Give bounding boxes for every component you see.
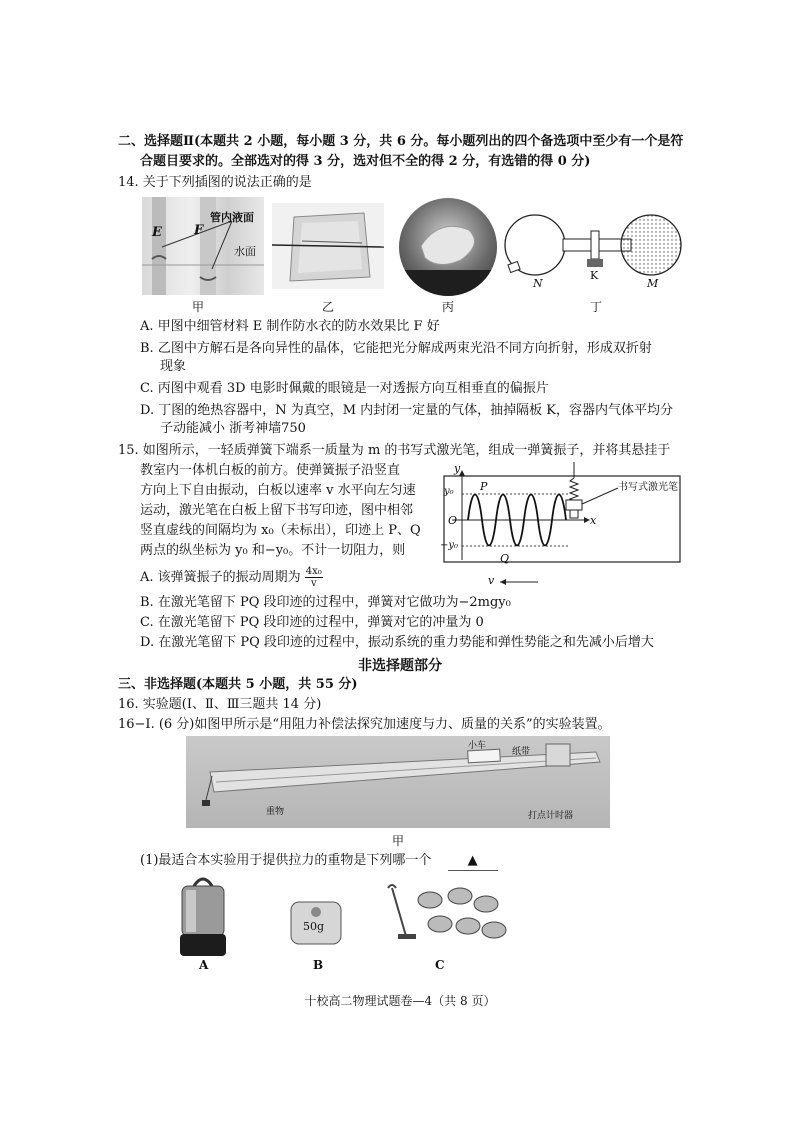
- apparatus-photo: [186, 736, 610, 828]
- figure-bing-photo: [399, 198, 497, 296]
- q15-wave-figure: [438, 462, 688, 590]
- q16-1-heading: 16−Ⅰ. (6 分)如图甲所示是“用阻力补偿法探究加速度与力、质量的关系”的实验装置。: [118, 717, 611, 732]
- figure-yi-photo: [272, 203, 384, 289]
- figure-ding-label-n: N: [533, 277, 543, 290]
- figure-jia-water-label: 水面: [234, 245, 256, 258]
- q15-stem-line6: 两点的纵坐标为 y₀ 和−y₀。不计一切阻力，则: [140, 543, 406, 558]
- figure-jia-label-e: E: [152, 225, 162, 240]
- q14-option-b: B. 乙图中方解石是各向异性的晶体，它能把光分解成两束光沿不同方向折射，形成双折射: [140, 341, 652, 356]
- weight-option-a-label: A: [199, 958, 209, 972]
- weight-option-c-image: [382, 880, 518, 950]
- weight-option-c-label: C: [435, 958, 445, 972]
- figure-ding-diagram: [503, 203, 683, 293]
- q16-sub1-prompt: (1)最适合本实验用于提供拉力的重物是下列哪一个: [140, 853, 432, 868]
- q15-option-d: D. 在激光笔留下 PQ 段印迹的过程中，振动系统的重力势能和弹性势能之和先减小后增大: [140, 635, 654, 650]
- figure-jia-tube-label: 管内液面: [210, 211, 254, 224]
- q16-sub1-text: [140, 852, 498, 871]
- apparatus-weight-label: 重物: [266, 807, 285, 817]
- q15-option-c: C. 在激光笔留下 PQ 段印迹的过程中，弹簧对它的冲量为 0: [140, 615, 484, 630]
- q15-option-a-denominator: v: [310, 578, 317, 589]
- q15-point-p-label: P: [480, 480, 488, 493]
- q15-stem-line5: 竖直虚线的间隔均为 x₀（未标出），印迹上 P、Q: [140, 523, 421, 538]
- q14-stem: 14. 关于下列插图的说法正确的是: [118, 175, 312, 190]
- figure-ding-label-m: M: [647, 277, 659, 290]
- apparatus-paper-label: 纸带: [512, 747, 531, 757]
- figure-bing-caption: 丙: [442, 300, 455, 314]
- q15-option-b: B. 在激光笔留下 PQ 段印迹的过程中，弹簧对它做功为−2mgy₀: [140, 595, 511, 610]
- page-footer: 十校高二物理试题卷—4（共 8 页）: [304, 994, 496, 1008]
- q15-point-q-label: Q: [500, 552, 510, 565]
- figure-yi-caption: 乙: [322, 300, 335, 314]
- weight-option-b-image: [287, 898, 345, 948]
- q15-origin-label: O: [448, 514, 458, 527]
- figure-jia-caption: 甲: [192, 300, 205, 314]
- q15-option-a: [140, 566, 323, 589]
- q15-option-a-numerator: 4x₀: [305, 566, 322, 577]
- section-3-heading: 三、非选择题(本题共 5 小题，共 55 分): [118, 677, 358, 692]
- q15-axis-x-label: x: [590, 514, 597, 527]
- q14-option-a: A. 甲图中细管材料 E 制作防水衣的防水效果比 F 好: [140, 319, 440, 334]
- q14-option-b-cont: 现象: [160, 359, 187, 374]
- weight-option-b-mark: 50g: [303, 920, 325, 933]
- q14-option-d-cont: 子动能减小 浙考神墙750: [160, 421, 306, 436]
- apparatus-caption: 甲: [392, 834, 405, 848]
- weight-option-a-image: [168, 872, 238, 960]
- q16-heading: 16. 实验题(Ⅰ、Ⅱ、Ⅲ三题共 14 分): [118, 697, 322, 712]
- q15-stem-line3: 方向上下自由振动，白板以速率 v 水平向左匀速: [140, 483, 416, 498]
- q15-stem-line1: 15. 如图所示，一轻质弹簧下端系一质量为 m 的书写式激光笔，组成一弹簧振子，并将其悬挂于: [118, 443, 671, 458]
- q14-option-c: C. 丙图中观看 3D 电影时佩戴的眼镜是一对透振方向互相垂直的偏振片: [140, 381, 549, 396]
- section-2-heading-line2: 合题目要求的。全部选对的得 3 分，选对但不全的得 2 分，有选错的得 0 分): [140, 154, 591, 169]
- apparatus-cart-label: 小车: [468, 741, 487, 751]
- figure-jia-label-f: F: [194, 223, 204, 238]
- apparatus-timer-label: 打点计时器: [528, 811, 574, 821]
- q14-option-d: D. 丁图的绝热容器中，N 为真空，M 内封闭一定量的气体，抽掉隔板 K，容器内气体平均分: [140, 403, 674, 418]
- figure-ding-caption: 丁: [590, 300, 603, 314]
- figure-jia-photo: [142, 197, 264, 295]
- q15-axis-y-label: y: [454, 462, 461, 475]
- part-2-title: 非选择题部分: [358, 658, 442, 674]
- weight-option-b-label: B: [313, 958, 324, 972]
- q15-pen-label: 书写式激光笔: [618, 482, 678, 493]
- q15-stem-line2: 教室内一体机白板的前方。使弹簧振子沿竖直: [140, 463, 401, 478]
- q15-velocity-label: v: [488, 574, 495, 587]
- figure-ding-label-k: K: [590, 269, 599, 282]
- section-2-heading-line1: 二、选择题Ⅱ(本题共 2 小题，每小题 3 分，共 6 分。每小题列出的四个备选项中至少有一个是符: [118, 134, 684, 149]
- q15-neg-y0-label: −y₀: [440, 540, 459, 551]
- q16-sub1-answer-blank[interactable]: ▲: [448, 852, 498, 871]
- q15-y0-label: y₀: [444, 486, 454, 497]
- q15-option-a-fraction: [305, 566, 323, 589]
- q15-stem-line4: 运动，激光笔在白板上留下书写印迹，图中相邻: [140, 503, 414, 518]
- q15-option-a-prefix: A. 该弹簧振子的振动周期为: [140, 570, 301, 585]
